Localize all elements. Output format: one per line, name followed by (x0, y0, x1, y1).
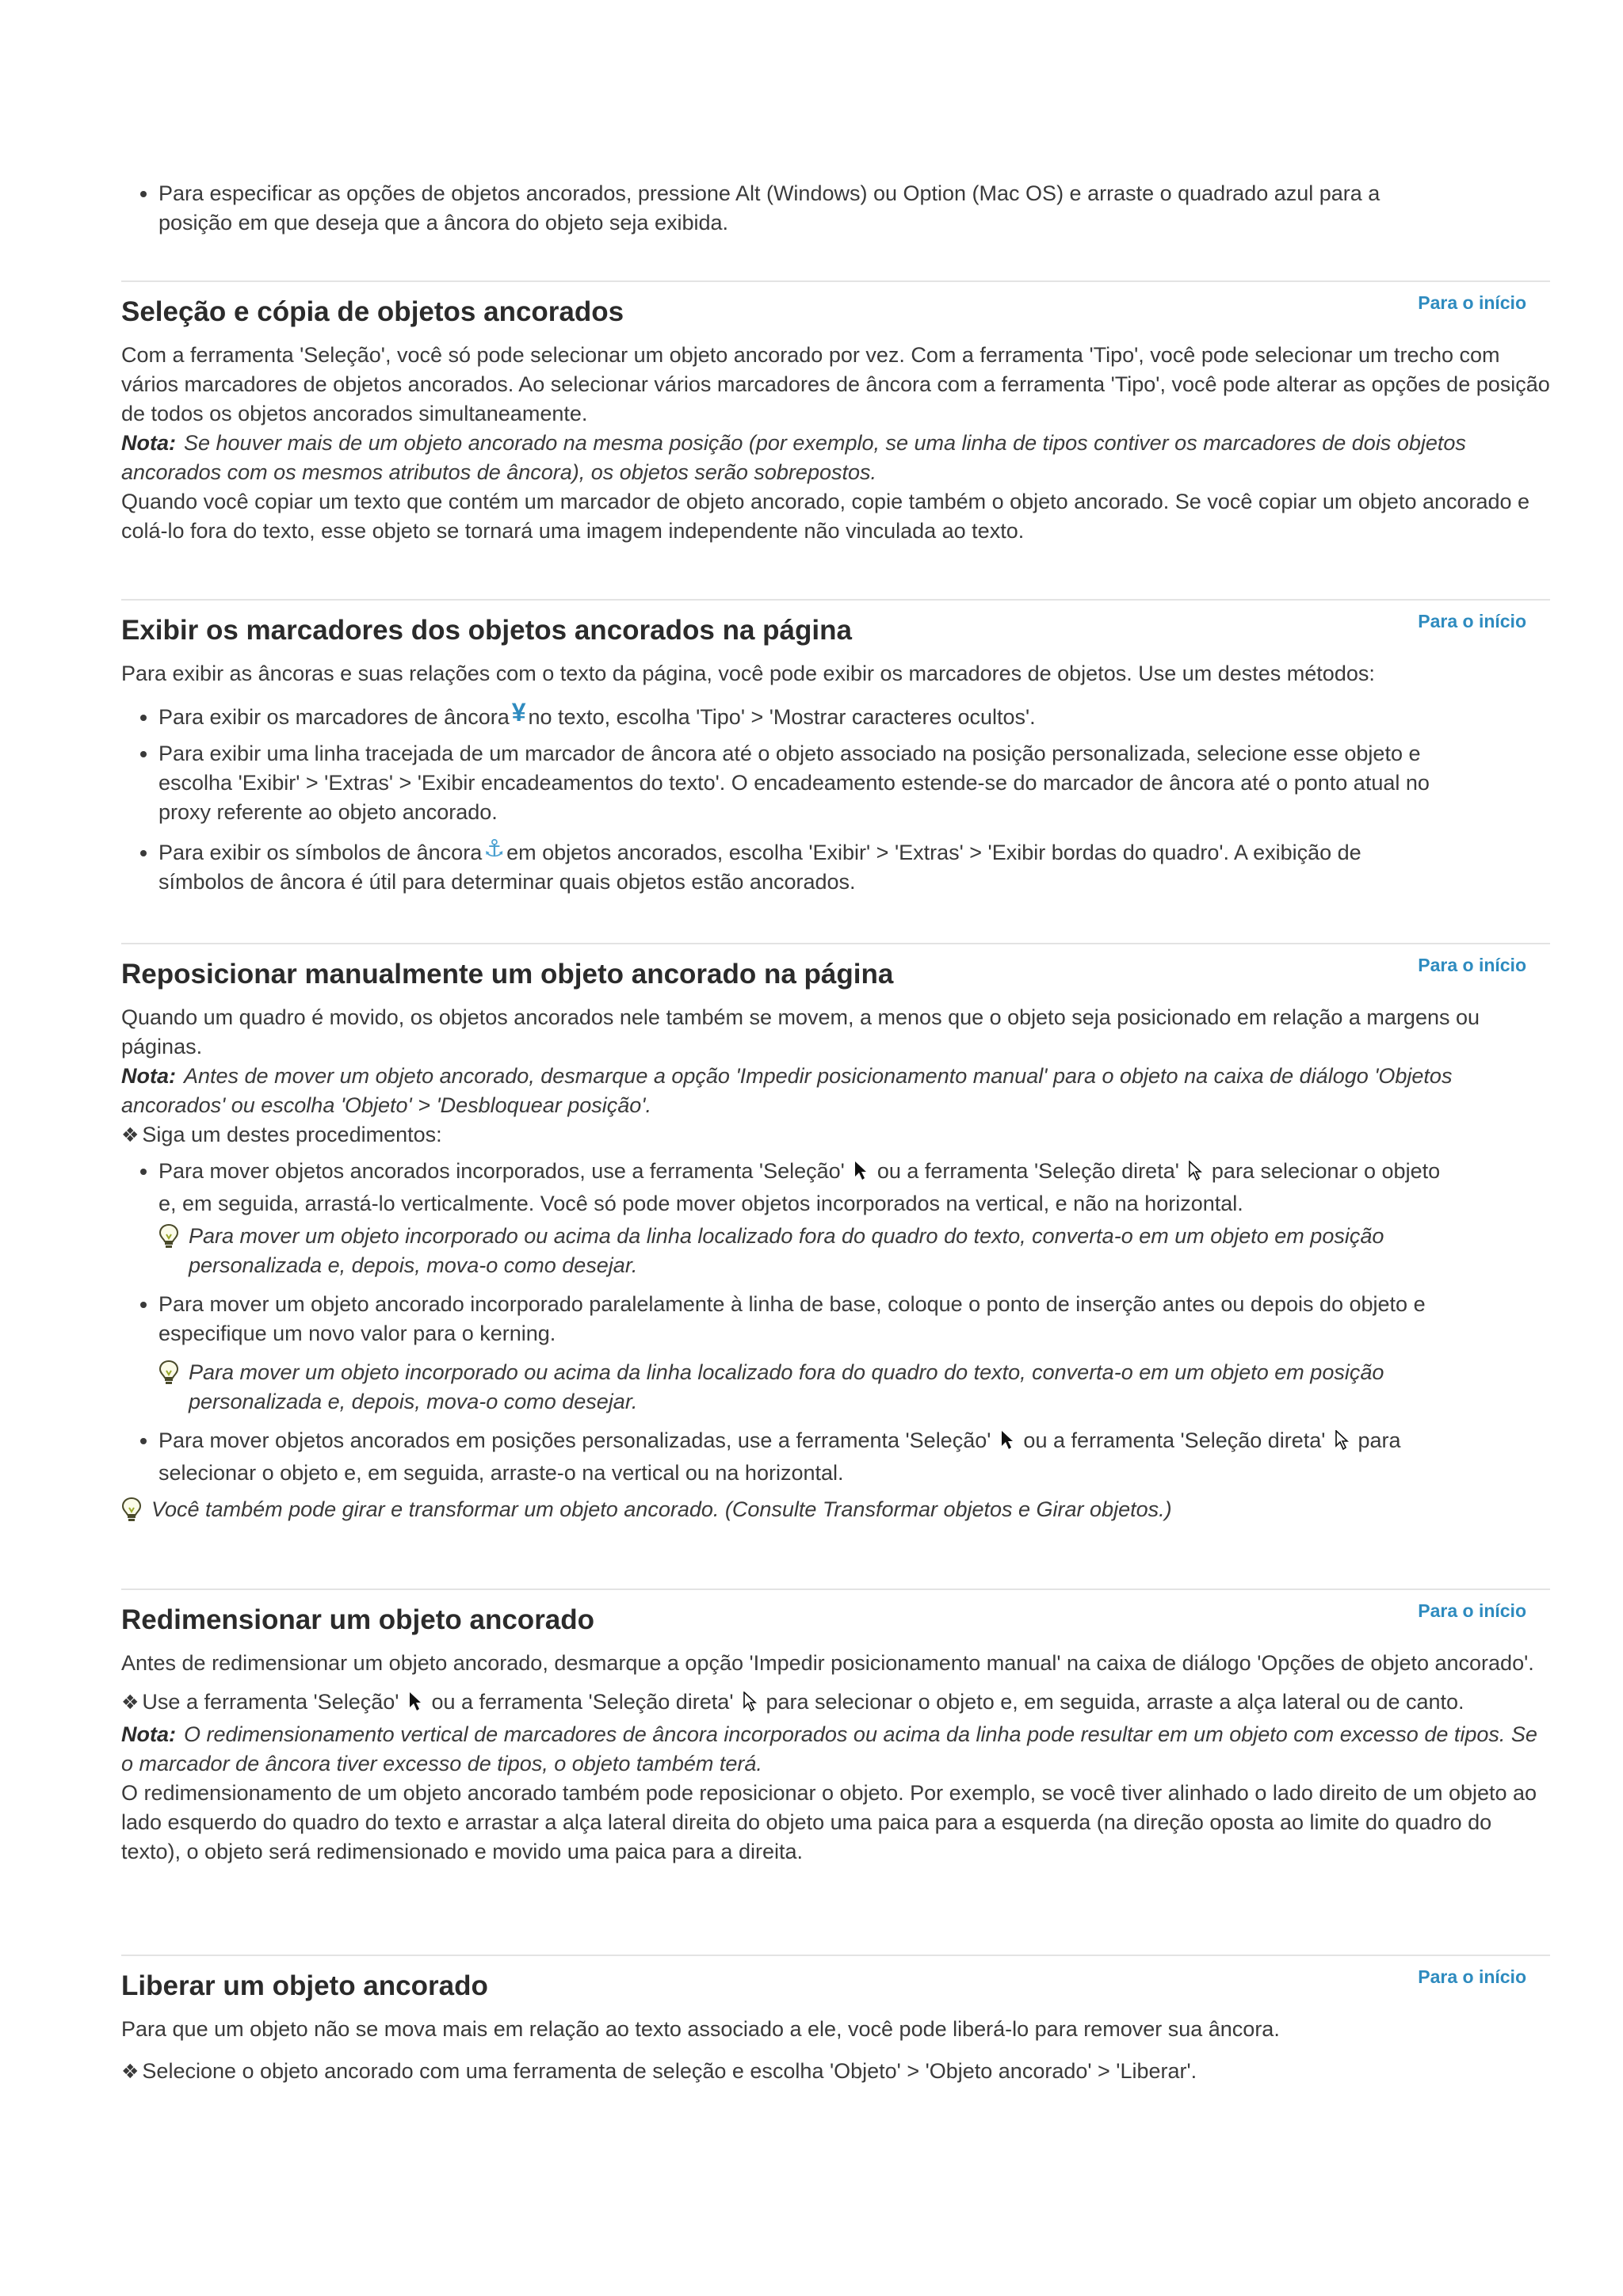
section-title: Redimensionar um objeto ancorado (121, 1604, 595, 1635)
paragraph: Com a ferramenta 'Seleção', você só pode selecionar um objeto ancorado por vez. Com a ferramenta 'Tipo', você pode selecionar um trecho com vários marcadores de objetos ancorados. Ao selecionar vários marcadores de âncora com a ferramenta 'Tipo', você pode alterar as opções de posição de todos os objetos ancorados simultaneamente. (121, 343, 1550, 425)
lightbulb-tip-icon (158, 1223, 179, 1257)
selection-tool-icon (408, 1691, 422, 1720)
section-title: Liberar um objeto ancorado (121, 1970, 488, 2001)
back-to-top-link[interactable]: Para o início (1418, 955, 1526, 975)
paragraph: Quando um quadro é movido, os objetos ancorados nele também se movem, a menos que o objeto seja posicionado em relação a margens ou páginas. (121, 1005, 1480, 1058)
step: ❖ Siga um destes procedimentos: (121, 1123, 442, 1146)
note (121, 1720, 1550, 1779)
paragraph: Para exibir as âncoras e suas relações com o texto da página, você pode exibir os marcadores de objetos. Use um destes métodos: (121, 662, 1375, 685)
section-reposicionar (121, 943, 1550, 1524)
tip: Você também pode girar e transformar um objeto ancorado. (Consulte Transformar objetos e Girar objetos.) (121, 1495, 1550, 1524)
list-item: • Para especificar as opções de objetos ancorados, pressione Alt (Windows) ou Option (Mac OS) e arraste o quadrado azul para a posição em que deseja que a âncora do objeto seja exibida. (158, 179, 1405, 238)
note (121, 429, 1550, 487)
note-text: Antes de mover um objeto ancorado, desmarque a opção 'Impedir posicionamento manual' para o objeto na caixa de diálogo 'Objetos ancorados' ou escolha 'Objeto' > 'Desbloquear posição'. (121, 1064, 1453, 1117)
back-to-top-link[interactable]: Para o início (1418, 1966, 1526, 1987)
paragraph: Quando você copiar um texto que contém um marcador de objeto ancorado, copie também o objeto ancorado. Se você copiar um objeto ancorado e colá-lo fora do texto, esse objeto se tornará uma imagem independente não vinculada ao texto. (121, 490, 1530, 543)
direct-selection-tool-icon (1188, 1160, 1202, 1189)
tip: Para mover um objeto incorporado ou acima da linha localizado fora do quadro do texto, converta-o em um objeto em posição personalizada e, depois, mova-o como desejar. (158, 1222, 1409, 1280)
lightbulb-tip-icon (121, 1497, 142, 1530)
direct-selection-tool-icon (743, 1691, 757, 1720)
step-marker: ❖ (121, 1124, 139, 1146)
note (121, 1062, 1550, 1120)
section-title: Reposicionar manualmente um objeto ancorado na página (121, 959, 894, 990)
paragraph: Antes de redimensionar um objeto ancorado, desmarque a opção 'Impedir posicionamento manual' na caixa de diálogo 'Opções de objeto ancorado'. (121, 1651, 1534, 1675)
paragraph: Para que um objeto não se mova mais em relação ao texto associado a ele, você pode liberá-lo para remover sua âncora. (121, 2017, 1280, 2041)
section-exibir (121, 599, 1550, 904)
list-item: • Para mover um objeto ancorado incorporado paralelamente à linha de base, coloque o ponto de inserção antes ou depois do objeto e especifique um novo valor para o kerning. Para mover um objeto incorporado ou acima da linha localizado fora do quadro do texto, converta-o em um objeto em posição personalizada e, depois, mova-o como desejar. (158, 1290, 1442, 1417)
note-label: Nota: (121, 1722, 176, 1746)
list-item: • Para mover objetos ancorados em posições personalizadas, use a ferramenta 'Seleção' ou a ferramenta 'Seleção direta' para selecionar o objeto e, em seguida, arraste-o na vertical ou na horizontal. (158, 1426, 1442, 1488)
back-to-top-link[interactable]: Para o início (1418, 1600, 1526, 1621)
note-label: Nota: (121, 1064, 176, 1088)
step-marker: ❖ (121, 2061, 139, 2083)
tip: Para mover um objeto incorporado ou acima da linha localizado fora do quadro do texto, converta-o em um objeto em posição personalizada e, depois, mova-o como desejar. (158, 1358, 1409, 1417)
section-liberar (121, 1955, 1550, 2087)
section-title: Seleção e cópia de objetos ancorados (121, 296, 624, 327)
step-marker: ❖ (121, 1691, 139, 1714)
step: ❖ Use a ferramenta 'Seleção' ou a ferramenta 'Seleção direta' para selecionar o objeto e, em seguida, arraste a alça lateral ou de canto. (121, 1688, 1550, 1720)
list-item: • Para exibir uma linha tracejada de um marcador de âncora até o objeto associado na posição personalizada, selecione esse objeto e escolha 'Exibir' > 'Extras' > 'Exibir encadeamentos do texto'. O encadeamento estende-se do marcador de âncora até o ponto atual no proxy referente ao objeto ancorado. (158, 739, 1442, 827)
direct-selection-tool-icon (1335, 1429, 1349, 1459)
section-selecao (121, 280, 1550, 546)
lightbulb-tip-icon (158, 1360, 179, 1393)
list-item: • Para exibir os símbolos de âncora⚓em objetos ancorados, escolha 'Exibir' > 'Extras' > 'Exibir bordas do quadro'. A exibição de símbolos de âncora é útil para determinar quais objetos estão ancorados. (158, 834, 1442, 897)
selection-tool-icon (854, 1160, 868, 1189)
paragraph: O redimensionamento de um objeto ancorado também pode reposicionar o objeto. Por exemplo, se você tiver alinhado o lado direito de um objeto ao lado esquerdo do quadro do texto e arrastar a alça lateral direita do objeto uma paica para a esquerda (na direção oposta ao limite do quadro do texto), o objeto será redimensionado e movido uma paica para a direita. (121, 1781, 1537, 1863)
note-label: Nota: (121, 431, 176, 455)
list-item: • Para mover objetos ancorados incorporados, use a ferramenta 'Seleção' ou a ferramenta 'Seleção direta' para selecionar o objeto e, em seguida, arrastá-lo verticalmente. Você só pode mover objetos incorporados na vertical, e não na horizontal. Para mover um objeto incorporado ou acima da linha localizado fora do quadro do texto, converta-o em um objeto em posição personalizada e, depois, mova-o como desejar. (158, 1157, 1442, 1280)
section-redimensionar (121, 1589, 1550, 1867)
list-item: • Para exibir os marcadores de âncora¥ no texto, escolha 'Tipo' > 'Mostrar caracteres ocultos'. (158, 698, 1442, 732)
note-text: O redimensionamento vertical de marcadores de âncora incorporados ou acima da linha pode resultar em um objeto com excesso de tipos. Se o marcador de âncora tiver excesso de tipos, o objeto também terá. (121, 1722, 1537, 1775)
selection-tool-icon (1000, 1429, 1014, 1459)
step: ❖ Selecione o objeto ancorado com uma ferramenta de seleção e escolha 'Objeto' > 'Objeto ancorado' > 'Liberar'. (121, 2059, 1197, 2083)
section-title: Exibir os marcadores dos objetos ancorados na página (121, 615, 852, 646)
top-bullet-list (121, 179, 1405, 245)
anchor-marker-icon: ¥ (511, 698, 526, 727)
note-text: Se houver mais de um objeto ancorado na mesma posição (por exemplo, se uma linha de tipos contiver os marcadores de dois objetos ancorados com os mesmos atributos de âncora), os objetos serão sobrepostos. (121, 431, 1466, 484)
back-to-top-link[interactable]: Para o início (1418, 611, 1526, 631)
anchor-symbol-icon: ⚓ (483, 836, 506, 862)
back-to-top-link[interactable]: Para o início (1418, 292, 1526, 313)
